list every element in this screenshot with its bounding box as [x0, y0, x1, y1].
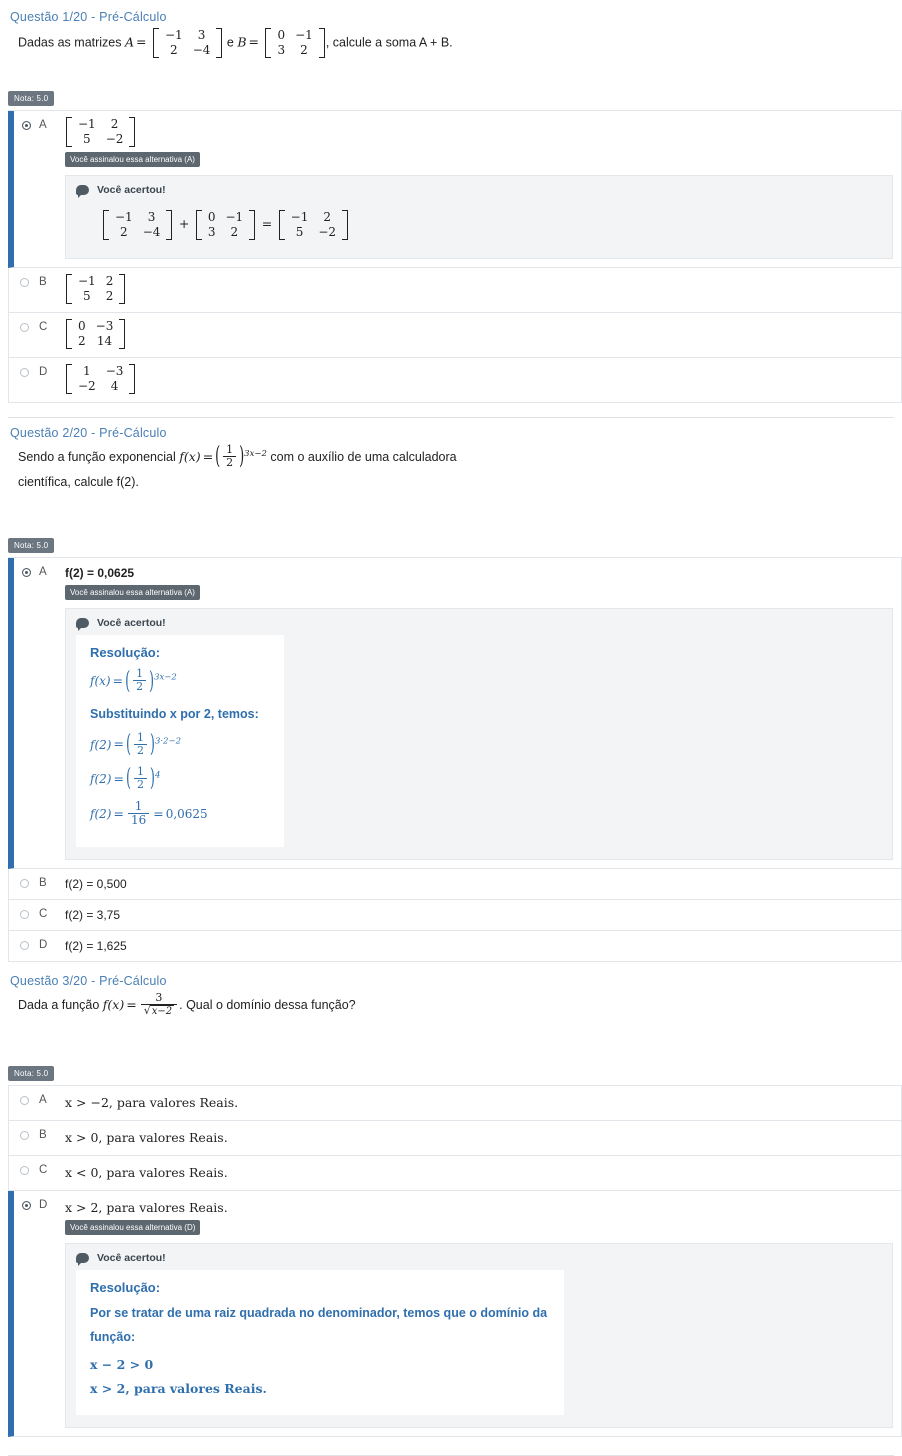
- alternative-d-radio-cell[interactable]: [14, 1191, 39, 1210]
- feedback-header: [76, 617, 882, 629]
- alternative-b-body: [65, 268, 901, 312]
- feedback-panel-1: [65, 175, 893, 259]
- alternative-c-text: f(2) = 3,75: [65, 908, 121, 923]
- equals-operator: =: [261, 216, 273, 232]
- alternative-d-body: [65, 1191, 901, 1436]
- radio-icon[interactable]: [22, 1201, 31, 1210]
- radio-icon[interactable]: [20, 1131, 29, 1140]
- alternative-c-radio-cell[interactable]: [9, 1156, 39, 1175]
- feedback-panel-3: [65, 1243, 893, 1428]
- feedback-title: Você acertou!: [97, 1251, 166, 1264]
- matrix-b: 0 −1 3 2: [265, 28, 324, 58]
- alternative-d-letter: D: [39, 366, 48, 378]
- feedback-matrix-3: −1 2 5 −2: [279, 210, 348, 240]
- alternative-b-letter: B: [39, 1128, 47, 1141]
- question-1-alternatives: [8, 110, 902, 403]
- resolution-step-1: f(x) = ( $\frac{1}{2}$ ) $^{3x-2}$: [90, 669, 270, 694]
- feedback-matrix-1: −1 3 2 −4: [103, 210, 172, 240]
- alternative-d[interactable]: [8, 1191, 902, 1437]
- radio-icon[interactable]: [22, 568, 31, 577]
- grade-chip: Nota: 5.0: [8, 1066, 54, 1081]
- question-2-header: Questão 2/20 - Pré-Cálculo: [10, 426, 167, 440]
- grade-chip: Nota: 5.0: [8, 538, 54, 553]
- feedback-matrix-2: 0 −1 3 2: [196, 210, 255, 240]
- question-3-statement-a: Dada a função: [18, 998, 100, 1013]
- alternative-b-matrix: −1 2 5 2: [66, 274, 125, 304]
- question-1-grade-row: [0, 88, 902, 106]
- alternative-b[interactable]: [8, 1121, 902, 1156]
- alternative-a[interactable]: [8, 111, 902, 268]
- alternative-c[interactable]: [8, 313, 902, 358]
- question-2-grade-row: [0, 535, 902, 553]
- assinalou-chip: Você assinalou essa alternativa (A): [65, 585, 200, 600]
- radio-icon[interactable]: [20, 879, 29, 888]
- question-2-alternatives: [8, 557, 902, 962]
- feedback-title: Você acertou!: [97, 184, 166, 196]
- matrix-a: −1 3 2 −4: [153, 28, 222, 58]
- fraction-half: ( $\frac{1}{2}$ ): [215, 445, 244, 470]
- function-notation: f(x): [179, 449, 201, 464]
- radio-icon[interactable]: [20, 278, 29, 287]
- alternative-b-letter: B: [39, 276, 47, 288]
- resolution-text-line1: Por se tratar de uma raiz quadrada no denominador, temos que o domínio da: [90, 1305, 548, 1320]
- alternative-d-letter: D: [39, 939, 48, 952]
- radio-icon[interactable]: [20, 910, 29, 919]
- comment-bubble-icon: [76, 1253, 89, 1263]
- alternative-c-letter: C: [39, 321, 48, 333]
- question-3-separator: [8, 1455, 894, 1456]
- alternative-a-radio-cell[interactable]: [14, 558, 39, 577]
- question-1-statement-prefix: Dadas as matrizes: [18, 35, 122, 50]
- plus-operator: +: [178, 216, 190, 232]
- radio-icon[interactable]: [22, 121, 31, 130]
- resolution-math-2: x > 2, para valores Reais.: [90, 1380, 267, 1396]
- feedback-header: [76, 1252, 882, 1264]
- alternative-a-radio-cell[interactable]: [14, 111, 39, 130]
- grade-chip: Nota: 5.0: [8, 91, 54, 106]
- comment-bubble-icon: [76, 618, 89, 628]
- resolution-box: [76, 1270, 564, 1415]
- alternative-d[interactable]: [8, 358, 902, 403]
- question-block-3: [0, 970, 902, 1455]
- question-2-statement-a: Sendo a função exponencial: [18, 450, 176, 464]
- alternative-a[interactable]: [8, 558, 902, 869]
- alternative-a-text: f(2) = 0,0625: [65, 566, 135, 581]
- alternative-d-matrix: 1 −3 −2 4: [66, 364, 135, 394]
- resolution-step-4: f(2) = $\frac{1}{16}$ = 0,0625: [90, 798, 208, 828]
- alternative-b-radio-cell[interactable]: [9, 869, 39, 888]
- feedback-equation: [76, 196, 882, 246]
- function-notation: f(x): [102, 997, 125, 1013]
- alternative-a-letter: A: [39, 119, 47, 131]
- alternative-a-letter: A: [39, 1093, 47, 1106]
- radio-icon[interactable]: [20, 941, 29, 950]
- question-2-statement-b: com o auxílio de uma calculadora: [270, 450, 457, 464]
- alternative-b[interactable]: [8, 268, 902, 313]
- question-1-statement: Dadas as matrizes A = −1 3 2 −4 e B = 0 −1 3 2 , calcule a soma A + B.: [18, 28, 453, 57]
- question-1-statement-mid: e: [226, 35, 234, 50]
- resolution-label: Resolução:: [90, 1279, 161, 1295]
- matrix-b-label: B: [237, 34, 247, 50]
- question-2-statement: Sendo a função exponencial f(x) = ( $\frac{1}{2}$ ) $^{3x-2}$ com o auxílio de uma calculadora científica, calcule f(2).: [0, 442, 902, 495]
- question-3-statement-b: . Qual o domínio dessa função?: [179, 998, 356, 1013]
- radio-icon[interactable]: [20, 1166, 29, 1175]
- question-block-2: [0, 422, 902, 962]
- alternative-b-text: f(2) = 0,500: [65, 877, 127, 892]
- question-3-grade-row: [0, 1063, 902, 1081]
- alternative-a[interactable]: [8, 1086, 902, 1121]
- question-1-statement-suffix: , calcule a soma A + B.: [325, 35, 453, 50]
- alternative-c-body: [65, 313, 901, 357]
- comment-bubble-icon: [76, 185, 89, 195]
- resolution-label: Resolução:: [90, 645, 161, 661]
- alternative-c-letter: C: [39, 908, 48, 921]
- alternative-d-radio-cell[interactable]: [9, 931, 39, 950]
- question-1-separator: [8, 417, 894, 418]
- alternative-c[interactable]: [8, 1156, 902, 1191]
- alternative-b-text: x > 0, para valores Reais.: [65, 1129, 228, 1145]
- alternative-a-matrix: −1 2 5 −2: [66, 117, 135, 147]
- alternative-b-letter: B: [39, 877, 47, 890]
- alternative-b-radio-cell[interactable]: [9, 1121, 39, 1140]
- question-1-header: Questão 1/20 - Pré-Cálculo: [10, 10, 167, 24]
- radio-icon[interactable]: [20, 323, 29, 332]
- alternative-d-text: f(2) = 1,625: [65, 939, 127, 954]
- question-block-1: [0, 6, 902, 418]
- alternative-d-letter: D: [39, 1198, 48, 1211]
- alternative-a-body: [65, 111, 901, 267]
- alternative-c-letter: C: [39, 1163, 48, 1176]
- resolution-step-text: Substituindo x por 2, temos:: [90, 706, 259, 721]
- resolution-step-3: f(2) = ( $\frac{1}{2}$ ) $^4$: [90, 767, 270, 792]
- alternative-b-radio-cell[interactable]: [9, 268, 39, 287]
- alternative-d-body: [65, 358, 901, 402]
- alternative-a-text: x > −2, para valores Reais.: [65, 1094, 239, 1110]
- fraction-3-over-sqrt: $\frac{3}{√x-2}$: [141, 992, 177, 1017]
- assinalou-chip: Você assinalou essa alternativa (A): [65, 152, 200, 167]
- alternative-a-radio-cell[interactable]: [9, 1086, 39, 1105]
- feedback-title: Você acertou!: [97, 617, 166, 630]
- question-3-header: Questão 3/20 - Pré-Cálculo: [10, 974, 167, 989]
- feedback-header: [76, 184, 882, 196]
- resolution-math-1: x − 2 > 0: [90, 1356, 154, 1372]
- resolution-step-2: f(2) = ( $\frac{1}{2}$ ) $^{3\cdot 2-2}$: [90, 733, 270, 758]
- alternative-a-letter: A: [39, 566, 47, 579]
- alternative-c-matrix: 0 −3 2 14: [66, 319, 125, 349]
- alternative-d[interactable]: [8, 931, 902, 962]
- feedback-panel-2: [65, 608, 893, 860]
- alternative-c-text: x < 0, para valores Reais.: [65, 1164, 228, 1180]
- alternative-c-radio-cell[interactable]: [9, 900, 39, 919]
- question-2-statement-line2: científica, calcule f(2).: [18, 475, 139, 490]
- alternative-d-text: x > 2, para valores Reais.: [65, 1199, 228, 1215]
- alternative-c-radio-cell[interactable]: [9, 313, 39, 332]
- alternative-d-radio-cell[interactable]: [9, 358, 39, 377]
- radio-icon[interactable]: [20, 1096, 29, 1105]
- resolution-box: [76, 635, 284, 847]
- alternative-c[interactable]: [8, 900, 902, 931]
- resolution-text-line2: função:: [90, 1329, 136, 1344]
- radio-icon[interactable]: [20, 368, 29, 377]
- alternative-a-body: [65, 558, 901, 868]
- question-3-statement: Dada a função f(x) = $\frac{3}{√x-2}$ . Qual o domínio dessa função?: [18, 991, 356, 1018]
- matrix-a-label: A: [125, 34, 135, 50]
- assinalou-chip: Você assinalou essa alternativa (D): [65, 1220, 200, 1235]
- alternative-b[interactable]: [8, 869, 902, 900]
- exponent: 3x−2: [244, 448, 267, 459]
